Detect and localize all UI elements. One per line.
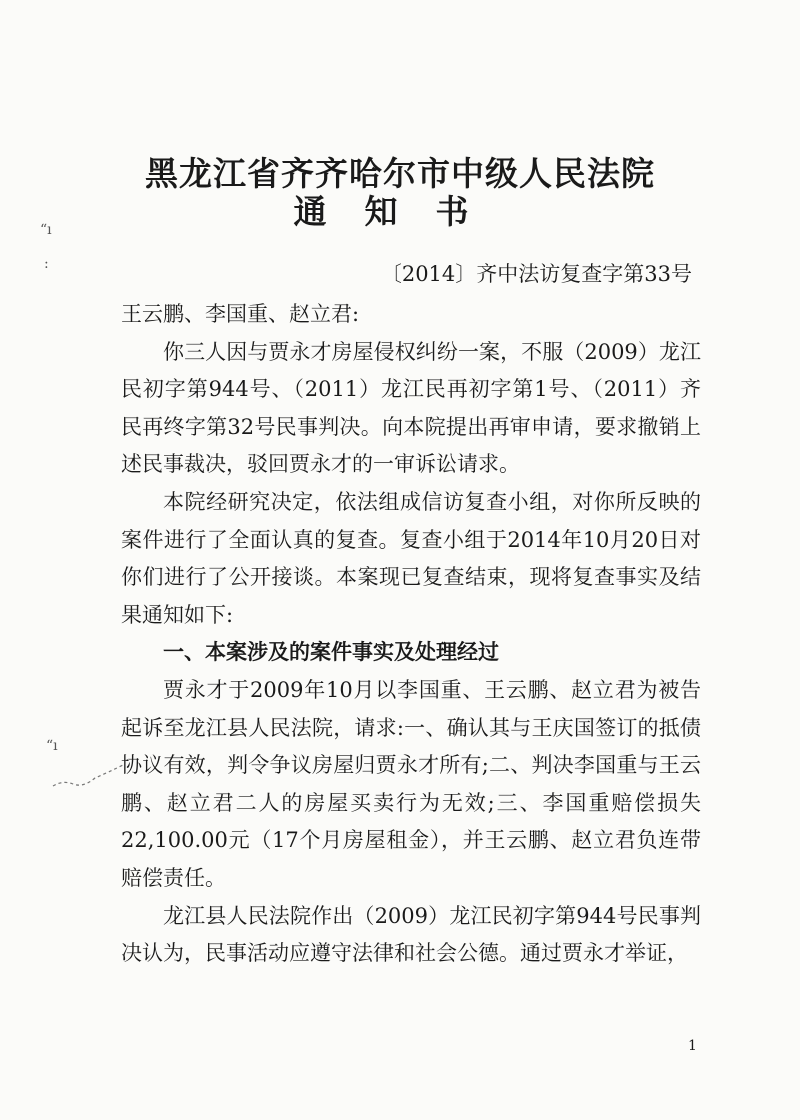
paragraph-appeal: 你三人因与贾永才房屋侵权纠纷一案，不服（2009）龙江民初字第944号、（2011）龙江民再初字第1号、（2011）齐民再终字第32号民事判决。向本院提出再审申请，要求撤销上述民事裁决，驳回贾永才的一审诉讼请求。 xyxy=(121,339,701,477)
binding-hole-mark: “ı xyxy=(46,738,58,754)
document-type-title: 通知书 xyxy=(293,192,507,231)
paragraph-lawsuit: 贾永才于2009年10月以李国重、王云鹏、赵立君为被告起诉至龙江县人民法院，请求:一、确认其与王庆国签订的抵债协议有效，判令争议房屋归贾永才所有;二、判决李国重与王云鹏、赵立君二人的房屋买卖行为无效;三、李国重赔偿损失22,100.00元（17个月房屋租金），并王云鹏、赵立君负连带赔偿责任。 xyxy=(121,677,701,890)
court-name-title: 黑龙江省齐齐哈尔市中级人民法院 xyxy=(145,154,655,193)
notice-body xyxy=(121,296,701,973)
case-number: 〔2014〕齐中法访复查字第33号 xyxy=(380,262,692,286)
binding-hole-mark: : xyxy=(44,256,49,272)
page-number: 1 xyxy=(688,1038,697,1054)
paragraph-review: 本院经研究决定，依法组成信访复查小组，对你所反映的案件进行了全面认真的复查。复查小组于2014年10月20日对你们进行了公开接谈。本案现已复查结束，现将复查事实及结果通知如下: xyxy=(121,489,701,627)
section-heading-facts: 一、本案涉及的案件事实及处理经过 xyxy=(163,640,499,665)
paragraph-judgment: 龙江县人民法院作出（2009）龙江民初字第944号民事判决认为，民事活动应遵守法律和社会公德。通过贾永才举证， xyxy=(121,903,701,966)
binding-hole-mark: “ı xyxy=(40,222,52,238)
addressees-line: 王云鹏、李国重、赵立君: xyxy=(121,302,360,326)
